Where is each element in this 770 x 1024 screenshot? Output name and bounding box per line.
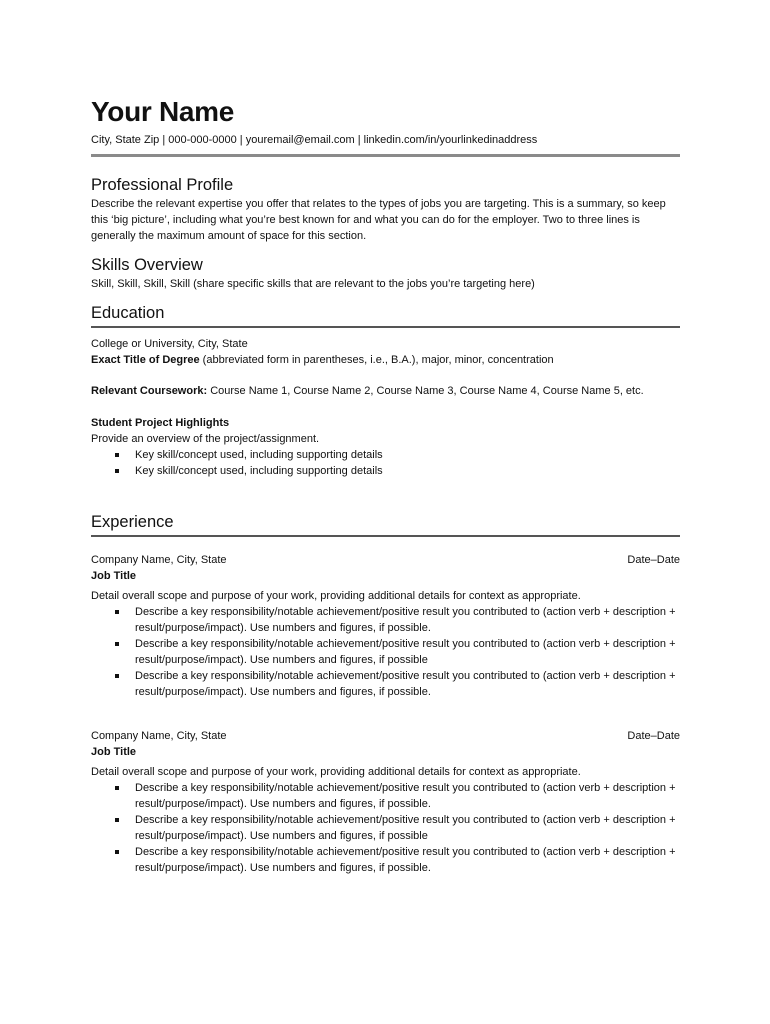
list-item: Describe a key responsibility/notable achievement/positive result you contributed to (action verb + description + result/purpose/impact). Use numbers and figures, if possible. — [135, 604, 680, 636]
education-divider — [91, 326, 680, 328]
school-line: College or University, City, State — [91, 338, 248, 350]
experience-heading: Experience — [91, 513, 174, 531]
profile-section — [91, 174, 680, 244]
experience-divider — [91, 535, 680, 537]
list-item: Describe a key responsibility/notable achievement/positive result you contributed to (action verb + description + result/purpose/impact). Use numbers and figures, if possible. — [135, 780, 680, 812]
project-overview: Provide an overview of the project/assignment. — [91, 433, 320, 445]
coursework-label: Relevant Coursework: — [91, 385, 208, 397]
contact-line: City, State Zip | 000-000-0000 | youremail@email.com | linkedin.com/in/yourlinkedinaddress — [91, 134, 538, 146]
degree-title: Exact Title of Degree — [91, 354, 200, 366]
coursework-list: Course Name 1, Course Name 2, Course Name 3, Course Name 4, Course Name 5, etc. — [207, 385, 644, 397]
degree-line — [91, 352, 680, 368]
coursework-line — [91, 383, 680, 399]
profile-text: Describe the relevant expertise you offer that relates to the types of jobs you are targeting. This is a summary, so keep this ‘big picture’, including what you’re best known for and what you can do for the employer. Two to three lines is generally the maximum amount of space for this section. — [91, 198, 666, 242]
job-dates: Date–Date — [627, 554, 680, 566]
experience-section — [91, 511, 680, 876]
job-bullets — [91, 780, 680, 876]
company-line: Company Name, City, State — [91, 554, 227, 566]
resume-content — [91, 94, 680, 876]
education-section — [91, 302, 680, 479]
degree-detail: (abbreviated form in parentheses, i.e., B.A.), major, minor, concentration — [199, 354, 554, 366]
education-heading: Education — [91, 304, 165, 322]
job-summary: Detail overall scope and purpose of your work, providing additional details for context as appropriate. — [91, 766, 581, 778]
project-bullets — [91, 447, 680, 479]
list-item: Describe a key responsibility/notable achievement/positive result you contributed to (action verb + description + result/purpose/impact). Use numbers and figures, if possible. — [135, 668, 680, 700]
list-item: Key skill/concept used, including supporting details — [135, 463, 680, 479]
list-item: Describe a key responsibility/notable achievement/positive result you contributed to (action verb + description + result/purpose/impact). Use numbers and figures, if possible — [135, 812, 680, 844]
list-item: Describe a key responsibility/notable achievement/positive result you contributed to (action verb + description + result/purpose/impact). Use numbers and figures, if possible. — [135, 844, 680, 876]
job-header — [91, 552, 680, 568]
list-item: Key skill/concept used, including supporting details — [135, 447, 680, 463]
job-header — [91, 728, 680, 744]
job-title: Job Title — [91, 746, 137, 758]
job-summary: Detail overall scope and purpose of your work, providing additional details for context as appropriate. — [91, 590, 581, 602]
skills-section — [91, 254, 680, 292]
profile-heading: Professional Profile — [91, 176, 234, 194]
job-entry — [91, 728, 680, 876]
project-heading: Student Project Highlights — [91, 417, 230, 429]
skills-heading: Skills Overview — [91, 256, 203, 274]
name-heading: Your Name — [91, 96, 235, 127]
list-item: Describe a key responsibility/notable achievement/positive result you contributed to (action verb + description + result/purpose/impact). Use numbers and figures, if possible — [135, 636, 680, 668]
job-entry — [91, 552, 680, 700]
skills-text: Skill, Skill, Skill, Skill (share specific skills that are relevant to the jobs you’re targeting here) — [91, 278, 535, 290]
company-line: Company Name, City, State — [91, 730, 227, 742]
job-title: Job Title — [91, 570, 137, 582]
job-bullets — [91, 604, 680, 700]
job-dates: Date–Date — [627, 730, 680, 742]
header-divider — [91, 154, 680, 157]
